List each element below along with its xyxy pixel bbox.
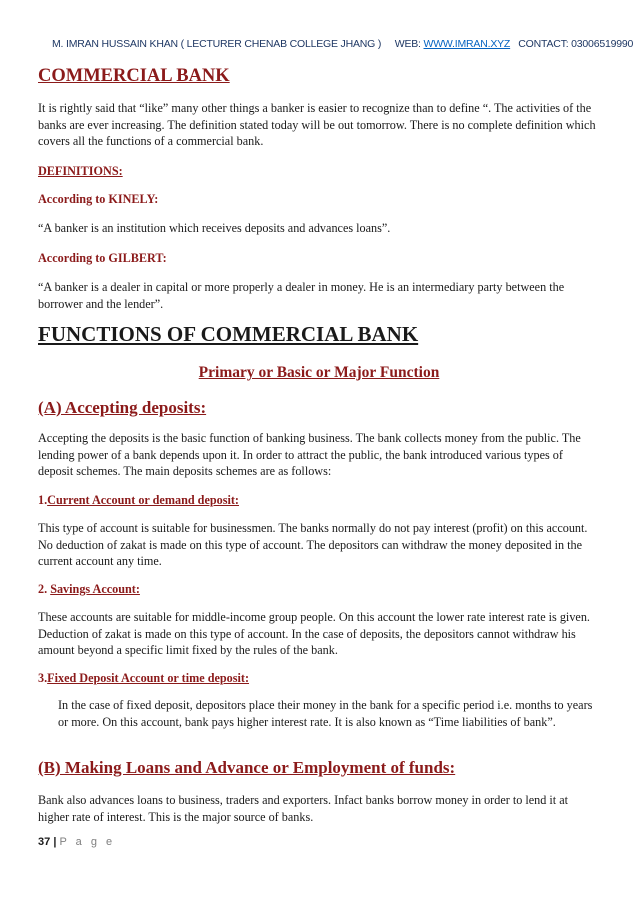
section-a-paragraph: Accepting the deposits is the basic function of banking business. The bank collects money from the public. The lending power of a bank depends upon it. In order to attract the public, the bank introduced various types of deposit schemes. The main deposits schemes are as follows: [38,431,581,478]
kinely-quote: “A banker is an institution which receives deposits and advances loans”. [38,221,391,235]
fixed-deposit-paragraph: In the case of fixed deposit, depositors place their money in the bank for a specific period i.e. months to years or more. On this account, bank pays higher interest rate. It is also known as “Time liabilities of bank”. [58,698,593,729]
header-author: M. IMRAN HUSSAIN KHAN ( LECTURER CHENAB COLLEGE JHANG ) [52,38,382,50]
section-a-heading: (A) Accepting deposits: [38,398,207,417]
header-web-label: WEB: [394,38,421,50]
gilbert-heading: According to GILBERT: [38,251,167,265]
savings-account-paragraph: These accounts are suitable for middle-income group people. On this account the lower rate interest rate is given. Deduction of zakat is made on this type of account. In the case of deposits, the depositors cannot withdraw his amount beyond a specific limit fixed by the rules of the bank. [38,610,590,657]
section-b-paragraph: Bank also advances loans to business, traders and exporters. Infact banks borrow money in order to lend it at higher rate of interest. This is the major source of banks. [38,793,569,824]
page-label: P a g e [59,836,116,848]
current-account-paragraph: This type of account is suitable for businessmen. The banks normally do not pay interest (profit) on this account. No deduction of zakat is made on this type of account. The depositors can withdraw the money deposited in the current account any time. [38,521,588,568]
gilbert-quote: “A banker is a dealer in capital or more properly a dealer in money. He is an intermediary party between the borrower and the lender”. [38,280,565,311]
header-contact: CONTACT: 03006519990 [518,38,634,50]
primary-heading: Primary or Basic or Major Function [198,364,440,381]
page-footer [38,836,115,848]
fixed-deposit-heading: 3.Fixed Deposit Account or time deposit: [38,671,250,685]
doc-title: COMMERCIAL BANK [38,66,230,86]
definitions-heading: DEFINITIONS: [38,164,123,178]
footer-separator: | [53,836,57,848]
page-number: 37 [38,836,51,848]
functions-title: FUNCTIONS OF COMMERCIAL BANK [38,322,419,346]
kinely-heading: According to KINELY: [38,192,159,206]
current-account-heading: 1.Current Account or demand deposit: [38,493,239,507]
header-web-link[interactable]: WWW.IMRAN.XYZ [423,38,511,50]
savings-account-heading: 2. Savings Account: [38,582,140,596]
intro-paragraph: It is rightly said that “like” many other things a banker is easier to recognize than to define “. The activities of the banks are ever increasing. The definition stated today will be out tomorrow. There is no complete definition which covers all the functions of a commercial bank. [38,101,596,148]
page-header [52,38,633,50]
section-b-heading: (B) Making Loans and Advance or Employment of funds: [38,758,456,777]
